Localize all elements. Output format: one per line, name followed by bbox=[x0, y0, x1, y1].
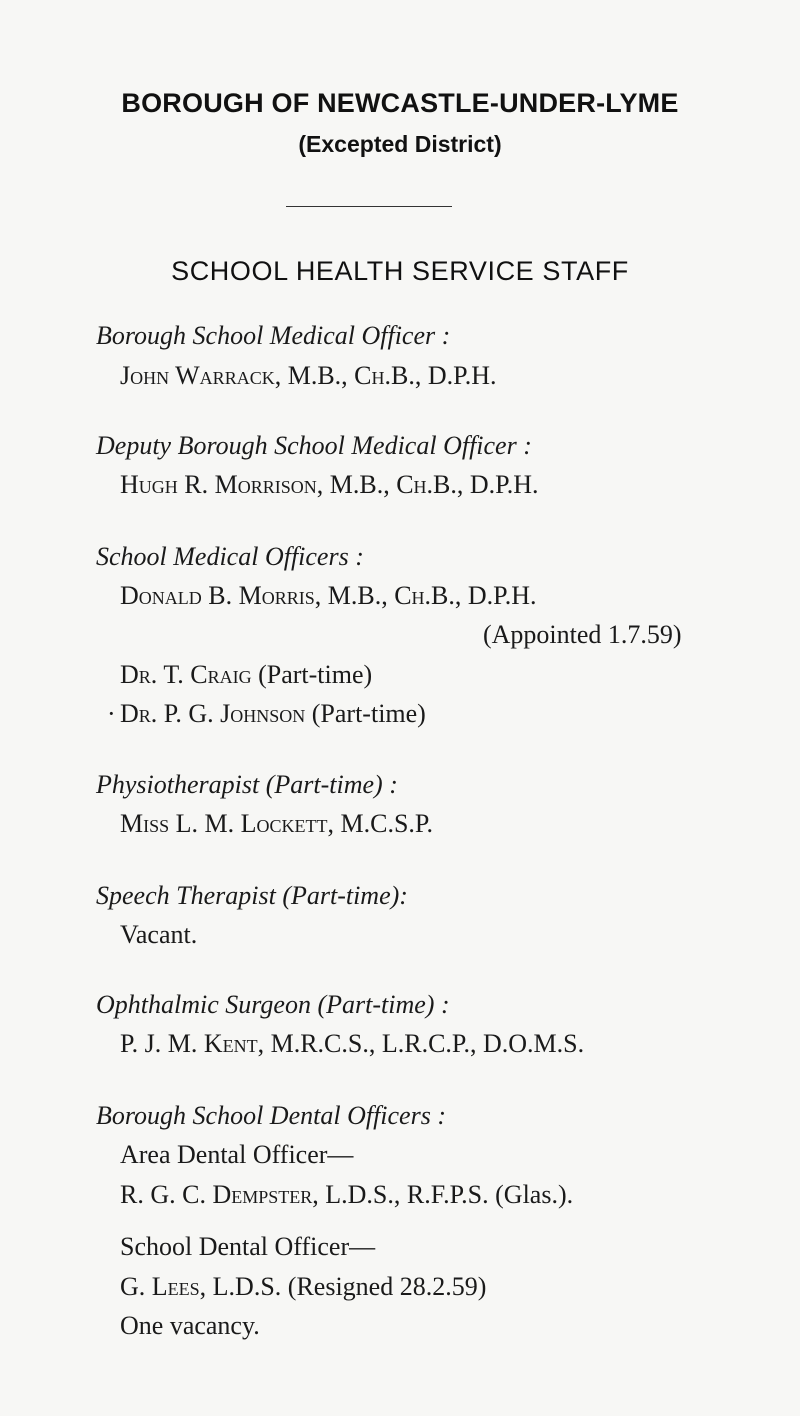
name-speech: Vacant. bbox=[120, 920, 198, 949]
dental-vacancy: One vacancy. bbox=[120, 1311, 260, 1340]
role-bsmo: Borough School Medical Officer : bbox=[96, 321, 451, 350]
school-dental-name: G. Lees, L.D.S. bbox=[120, 1272, 282, 1301]
physio-qual: (Part-time) bbox=[265, 770, 383, 799]
school-dental-note: (Resigned 28.2.59) bbox=[287, 1272, 487, 1301]
area-dental-entry bbox=[120, 1180, 573, 1210]
smo-3-title: Dr. P. G. Johnson bbox=[120, 699, 306, 728]
bullet-mark: · bbox=[107, 699, 116, 728]
role-speech bbox=[96, 881, 408, 911]
ophth-role-text: Ophthalmic Surgeon bbox=[96, 990, 311, 1019]
role-dental: Borough School Dental Officers : bbox=[96, 1101, 446, 1130]
role-physio bbox=[96, 770, 398, 800]
divider-rule bbox=[286, 206, 452, 207]
name-bsmo: John Warrack, M.B., Ch.B., D.P.H. bbox=[120, 361, 497, 390]
name-smo-1: Donald B. Morris, M.B., Ch.B., D.P.H. bbox=[120, 581, 537, 610]
role-deputy-bsmo: Deputy Borough School Medical Officer : bbox=[96, 431, 532, 460]
area-dental-label: Area Dental Officer— bbox=[120, 1140, 354, 1169]
name-ophth: P. J. M. Kent, M.R.C.S., L.R.C.P., D.O.M.S. bbox=[120, 1029, 585, 1058]
district-subheading: (Excepted District) bbox=[298, 131, 502, 157]
ophth-qual: (Part-time) bbox=[317, 990, 435, 1019]
name-smo-2 bbox=[120, 660, 372, 690]
speech-colon: : bbox=[399, 881, 408, 910]
area-dental-note: (Glas.). bbox=[495, 1180, 574, 1209]
borough-heading: BOROUGH OF NEWCASTLE-UNDER-LYME bbox=[121, 88, 679, 118]
name-physio: Miss L. M. Lockett, M.C.S.P. bbox=[120, 809, 434, 838]
name-deputy-bsmo: Hugh R. Morrison, M.B., Ch.B., D.P.H. bbox=[120, 470, 539, 499]
school-dental-entry bbox=[120, 1272, 486, 1302]
speech-role-text: Speech Therapist bbox=[96, 881, 276, 910]
speech-qual: (Part-time) bbox=[282, 881, 400, 910]
smo-2-note: (Part-time) bbox=[258, 660, 373, 689]
ophth-colon: : bbox=[434, 990, 450, 1019]
page-title: SCHOOL HEALTH SERVICE STAFF bbox=[171, 256, 629, 286]
role-ophth bbox=[96, 990, 450, 1020]
school-dental-label: School Dental Officer— bbox=[120, 1232, 376, 1261]
note-smo-1: (Appointed 1.7.59) bbox=[483, 620, 682, 649]
physio-role-text: Physiotherapist bbox=[96, 770, 260, 799]
name-smo-3 bbox=[107, 699, 426, 729]
smo-2-title: Dr. T. Craig bbox=[120, 660, 252, 689]
physio-colon: : bbox=[382, 770, 398, 799]
role-smo: School Medical Officers : bbox=[96, 542, 364, 571]
area-dental-name: R. G. C. Dempster, L.D.S., R.F.P.S. bbox=[120, 1180, 489, 1209]
smo-3-note: (Part-time) bbox=[311, 699, 426, 728]
